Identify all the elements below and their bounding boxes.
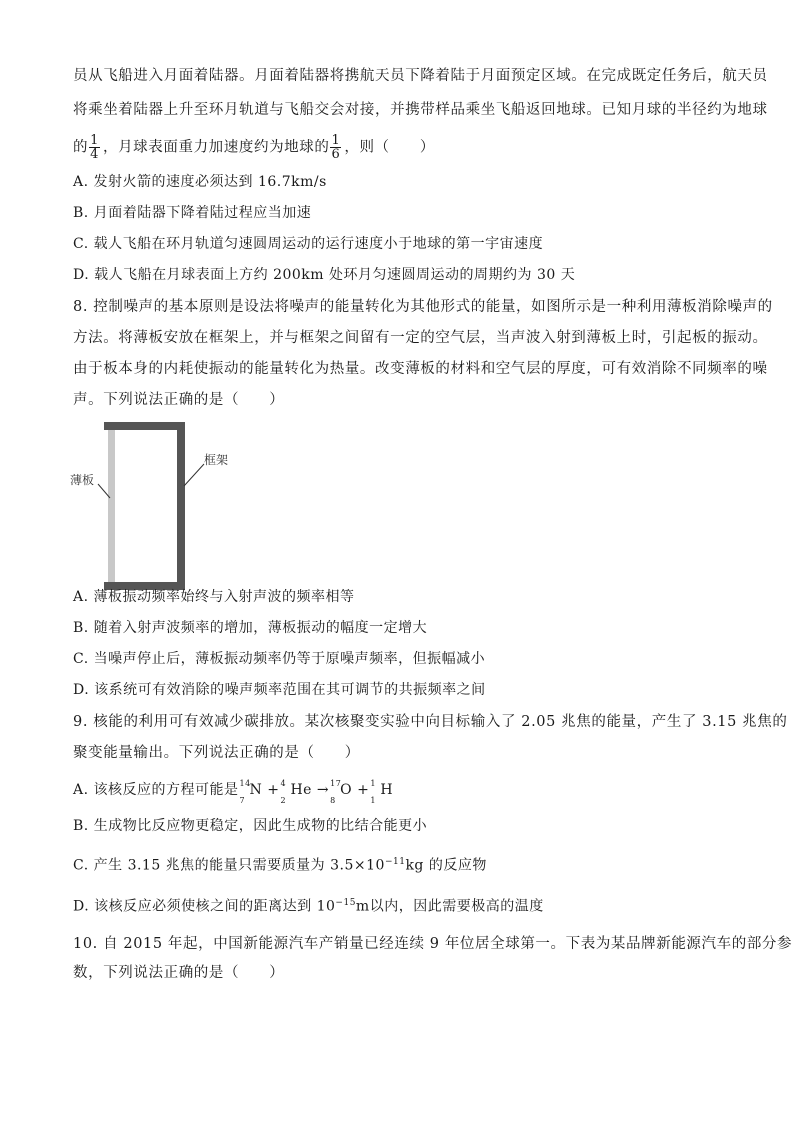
- q8-option-a: A. 薄板振动频率始终与入射声波的频率相等: [73, 589, 355, 605]
- frame-label: 框架: [204, 453, 229, 467]
- q9-option-d-prefix: D. 该核反应必须使核之间的距离达到: [73, 898, 312, 915]
- q9-option-a: [73, 779, 394, 805]
- q7-text-c: ，则（ ）: [344, 139, 435, 156]
- q8-option-c: C. 当噪声停止后，薄板振动频率仍等于原噪声频率，但振幅减小: [73, 651, 486, 667]
- q8-stem-line-1: 8. 控制噪声的基本原则是设法将噪声的能量转化为其他形式的能量，如图所示是一种利用薄板消除噪声的: [73, 299, 773, 315]
- q9-stem-line-1: 9. 核能的利用可有效减少碳排放。某次核聚变实验中向目标输入了 2.05 兆焦的能量，产生了 3.15 兆焦的: [73, 714, 788, 730]
- q9-option-a-prefix: A. 该核反应的方程可能是: [73, 782, 239, 798]
- q9-option-d: [73, 893, 544, 917]
- q10-stem-line-2: 数，下列说法正确的是（ ）: [73, 965, 285, 981]
- q9-option-d-suffix: 以内，因此需要极高的温度: [369, 898, 544, 915]
- frame-top: [104, 422, 185, 430]
- q8-stem-line-3: 由于板本身的内耗使振动的能量转化为热量。改变薄板的材料和空气层的厚度，可有效消除不同频率的噪: [73, 361, 768, 377]
- distance-exponent: −15: [335, 898, 356, 908]
- plate-frame-figure: [70, 422, 250, 592]
- q8-stem-line-2: 方法。将薄板安放在框架上，并与框架之间留有一定的空气层，当声波入射到薄板上时，引起板的振动。: [73, 330, 768, 346]
- q7-text-b: ，月球表面重力加速度约为地球的: [102, 139, 330, 156]
- q8-option-d: D. 该系统可有效消除的噪声频率范围在其可调节的共振频率之间: [73, 682, 486, 698]
- q9-option-c: [73, 852, 487, 876]
- q7-option-b: B. 月面着陆器下降着陆过程应当加速: [73, 205, 312, 221]
- q7-text-a: 的: [73, 139, 89, 156]
- reaction-arrow: →: [316, 782, 330, 798]
- q8-option-b: B. 随着入射声波频率的增加，薄板振动的幅度一定增大: [73, 620, 428, 636]
- q9-option-b: B. 生成物比反应物更稳定，因此生成物的比结合能更小: [73, 818, 428, 834]
- q7-text-line-3: [73, 134, 435, 161]
- q7-text-line-1: 员从飞船进入月面着陆器。月面着陆器将携航天员下降着陆于月面预定区域。在完成既定任务后，航天员: [73, 68, 768, 84]
- thin-plate-shape: [108, 426, 115, 582]
- distance-unit: m: [355, 898, 370, 915]
- mass-exponent: −11: [384, 857, 406, 867]
- nuclide-hydrogen: 1 1 H: [370, 779, 394, 805]
- frame-side: [177, 422, 185, 590]
- q10-stem-line-1: 10. 自 2015 年起，中国新能源汽车产销量已经连续 9 年位居全球第一。下表为某品牌新能源汽车的部分参: [73, 936, 793, 952]
- distance-base: 10: [316, 898, 336, 915]
- plate-label: 薄板: [70, 473, 95, 487]
- q9-option-c-prefix: C. 产生 3.15 兆焦的能量只需要质量为: [73, 857, 326, 874]
- fraction-one-sixth: $\frac{1}{6}$: [331, 133, 341, 162]
- plus-sign: +: [357, 782, 370, 798]
- q7-text-line-2: 将乘坐着陆器上升至环月轨道与飞船交会对接，并携带样品乘坐飞船返回地球。已知月球的半径约为地球: [73, 102, 768, 118]
- nuclide-nitrogen: 14 7 N: [239, 779, 263, 805]
- q9-stem-line-2: 聚变能量输出。下列说法正确的是（ ）: [73, 745, 360, 761]
- plus-sign: +: [267, 782, 280, 798]
- frame-leader-line: [184, 464, 204, 486]
- q7-option-d: D. 载人飞船在月球表面上方约 200km 处环月匀速圆周运动的周期约为 30 天: [73, 267, 576, 283]
- mass-value: 3.5×10: [330, 857, 385, 874]
- nuclide-helium: 4 2 He: [280, 779, 312, 805]
- q7-option-c: C. 载人飞船在环月轨道匀速圆周运动的运行速度小于地球的第一宇宙速度: [73, 236, 544, 252]
- q8-stem-line-4: 声。下列说法正确的是（ ）: [73, 392, 285, 408]
- q7-option-a: A. 发射火箭的速度必须达到 16.7km/s: [73, 174, 327, 190]
- q9-option-c-suffix: 的反应物: [423, 857, 487, 874]
- nuclide-oxygen: 17 8 O: [330, 779, 353, 805]
- mass-unit: kg: [405, 857, 424, 874]
- fraction-one-quarter: $\frac{1}{4}$: [90, 133, 99, 162]
